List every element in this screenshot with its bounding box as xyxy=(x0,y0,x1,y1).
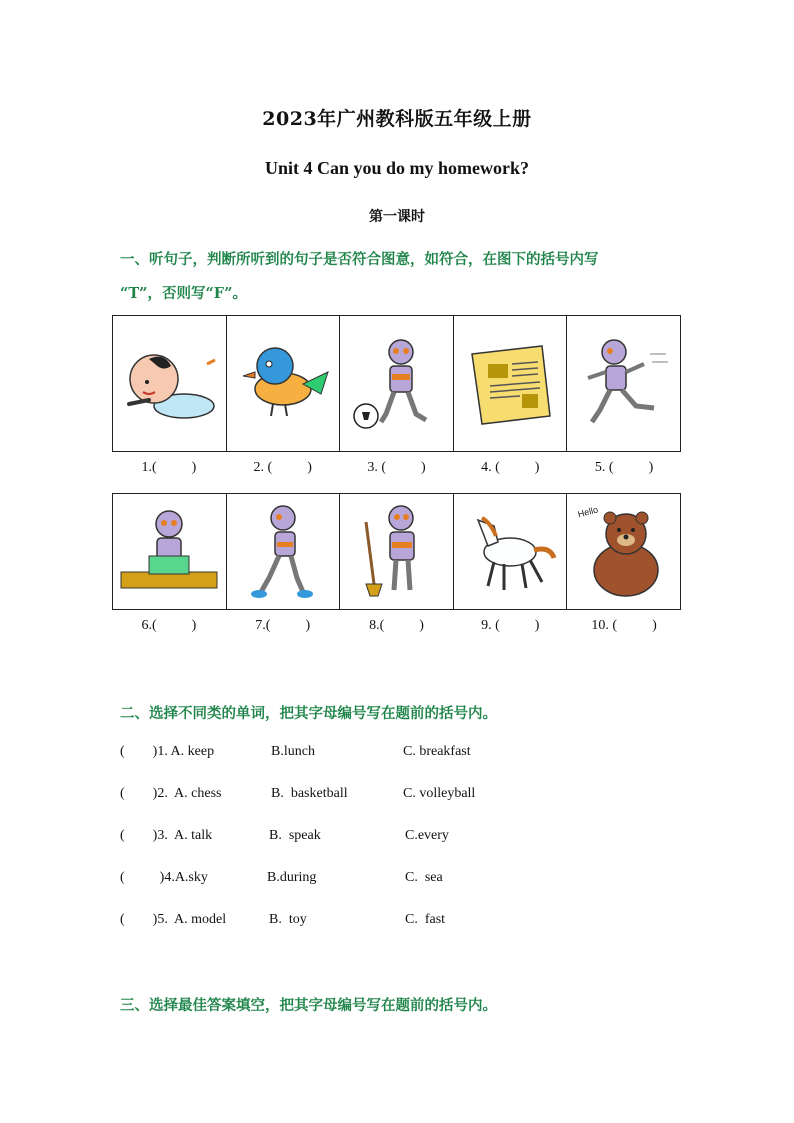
picture-bear xyxy=(567,494,680,609)
picture-baby xyxy=(113,316,227,451)
answer-blank-2[interactable]: 2. ( ) xyxy=(253,460,312,475)
section1-instruction-cont: “T”，否则写“F”。 xyxy=(120,285,247,302)
question-num-a[interactable]: ( )3. A. talk xyxy=(120,828,213,843)
question-row xyxy=(120,828,680,848)
question-row xyxy=(120,744,680,764)
question-row xyxy=(120,870,680,890)
bear-icon xyxy=(574,502,674,602)
picture-robot-running xyxy=(567,316,680,451)
question-row xyxy=(120,786,680,806)
question-row xyxy=(120,912,680,932)
option-c: C. breakfast xyxy=(403,744,471,759)
robot-running-icon xyxy=(574,334,674,434)
question-num-a[interactable]: ( )1. A. keep xyxy=(120,744,215,759)
answer-blank-1[interactable]: 1.( ) xyxy=(141,460,197,475)
picture-robot-football xyxy=(340,316,454,451)
labels-row-1 xyxy=(112,460,681,476)
answer-blank-8[interactable]: 8.( ) xyxy=(369,618,424,633)
question-num-a[interactable]: ( )5. A. model xyxy=(120,912,227,927)
bird-icon xyxy=(233,334,333,434)
section3-instruction: 三、选择最佳答案填空，把其字母编号写在题前的括号内。 xyxy=(120,997,497,1014)
picture-newspaper xyxy=(454,316,568,451)
answer-blank-5[interactable]: 5. ( ) xyxy=(594,460,654,475)
robot-sweeping-icon xyxy=(346,502,446,602)
question-num-a[interactable]: ( )2. A. chess xyxy=(120,786,222,801)
unit-title: Unit 4 Can you do my homework? xyxy=(264,158,530,178)
newspaper-icon xyxy=(460,334,560,434)
answer-blank-9[interactable]: 9. ( ) xyxy=(481,618,540,633)
option-c: C. sea xyxy=(405,870,443,885)
option-c: C.every xyxy=(405,828,449,843)
image-row-2 xyxy=(112,493,681,610)
horse-icon xyxy=(460,502,560,602)
answer-blank-4[interactable]: 4. ( ) xyxy=(481,460,540,475)
robot-walking-icon xyxy=(233,502,333,602)
answer-blank-3[interactable]: 3. ( ) xyxy=(367,460,426,475)
option-c: C. fast xyxy=(405,912,446,927)
picture-horse xyxy=(454,494,568,609)
picture-robot-walking xyxy=(227,494,341,609)
option-c: C. volleyball xyxy=(403,786,476,801)
bear-hello-text: Hello xyxy=(576,503,599,519)
labels-row-2 xyxy=(112,618,681,634)
picture-robot-reading xyxy=(113,494,227,609)
answer-blank-6[interactable]: 6.( ) xyxy=(141,618,197,633)
option-b: B.lunch xyxy=(271,744,315,759)
robot-football-icon xyxy=(346,334,446,434)
option-b: B. toy xyxy=(269,912,307,927)
option-b: B.during xyxy=(267,870,317,885)
question-num-a[interactable]: ( )4.A.sky xyxy=(120,870,208,885)
option-b: B. basketball xyxy=(271,786,348,801)
option-b: B. speak xyxy=(269,828,321,843)
lesson-label: 第一课时 xyxy=(369,209,425,225)
answer-blank-10[interactable]: 10. ( ) xyxy=(591,618,657,633)
image-row-1 xyxy=(112,315,681,452)
answer-blank-7[interactable]: 7.( ) xyxy=(255,618,311,633)
section2-instruction: 二、选择不同类的单词，把其字母编号写在题前的括号内。 xyxy=(120,705,497,722)
picture-robot-sweeping xyxy=(340,494,454,609)
crawling-baby-icon xyxy=(119,334,219,434)
robot-reading-icon xyxy=(119,502,219,602)
picture-bird xyxy=(227,316,341,451)
page-title: 2023年广州教科版五年级上册 xyxy=(262,108,532,130)
section1-instruction: 一、听句子，判断所听到的句子是否符合图意，如符合，在图下的括号内写 xyxy=(120,251,599,268)
